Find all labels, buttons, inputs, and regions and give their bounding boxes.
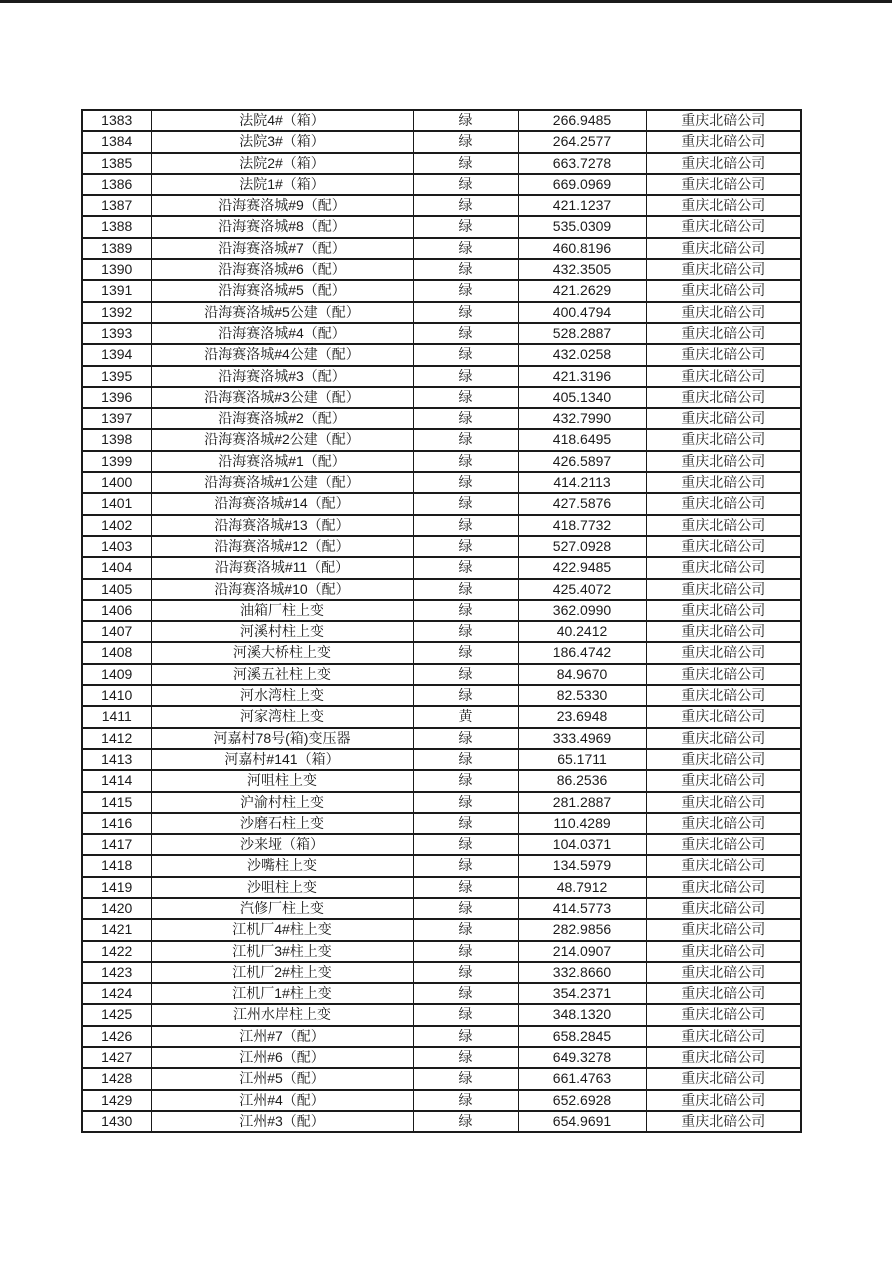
company-cell: 重庆北碚公司 — [646, 728, 801, 749]
serial-cell: 1425 — [82, 1004, 151, 1025]
name-cell: 江州#7（配） — [151, 1026, 413, 1047]
value-cell: 23.6948 — [518, 706, 646, 727]
name-cell: 河溪五社柱上变 — [151, 664, 413, 685]
serial-cell: 1421 — [82, 919, 151, 940]
status-cell: 绿 — [413, 728, 518, 749]
value-cell: 82.5330 — [518, 685, 646, 706]
serial-cell: 1406 — [82, 600, 151, 621]
name-cell: 沿海赛洛城#5公建（配） — [151, 302, 413, 323]
table-row — [82, 855, 801, 876]
table-row — [82, 749, 801, 770]
table-row — [82, 557, 801, 578]
status-cell: 绿 — [413, 813, 518, 834]
serial-cell: 1410 — [82, 685, 151, 706]
status-cell: 绿 — [413, 515, 518, 536]
serial-cell: 1398 — [82, 429, 151, 450]
company-cell: 重庆北碚公司 — [646, 557, 801, 578]
value-cell: 425.4072 — [518, 579, 646, 600]
serial-cell: 1417 — [82, 834, 151, 855]
value-cell: 421.3196 — [518, 366, 646, 387]
value-cell: 282.9856 — [518, 919, 646, 940]
value-cell: 535.0309 — [518, 216, 646, 237]
table-row — [82, 1068, 801, 1089]
name-cell: 沿海赛洛城#3公建（配） — [151, 387, 413, 408]
table-row — [82, 429, 801, 450]
name-cell: 沿海赛洛城#7（配） — [151, 238, 413, 259]
table-row — [82, 515, 801, 536]
name-cell: 沿海赛洛城#12（配） — [151, 536, 413, 557]
status-cell: 绿 — [413, 919, 518, 940]
status-cell: 黄 — [413, 706, 518, 727]
company-cell: 重庆北碚公司 — [646, 344, 801, 365]
value-cell: 528.2887 — [518, 323, 646, 344]
status-cell: 绿 — [413, 280, 518, 301]
status-cell: 绿 — [413, 344, 518, 365]
value-cell: 422.9485 — [518, 557, 646, 578]
name-cell: 法院4#（箱） — [151, 110, 413, 131]
status-cell: 绿 — [413, 408, 518, 429]
table-row — [82, 131, 801, 152]
status-cell: 绿 — [413, 1004, 518, 1025]
serial-cell: 1401 — [82, 493, 151, 514]
value-cell: 362.0990 — [518, 600, 646, 621]
table-row — [82, 642, 801, 663]
status-cell: 绿 — [413, 1047, 518, 1068]
serial-cell: 1422 — [82, 941, 151, 962]
value-cell: 348.1320 — [518, 1004, 646, 1025]
company-cell: 重庆北碚公司 — [646, 110, 801, 131]
table-row — [82, 366, 801, 387]
status-cell: 绿 — [413, 174, 518, 195]
serial-cell: 1426 — [82, 1026, 151, 1047]
name-cell: 沪渝村柱上变 — [151, 792, 413, 813]
table-body — [82, 110, 801, 1132]
serial-cell: 1409 — [82, 664, 151, 685]
value-cell: 418.7732 — [518, 515, 646, 536]
status-cell: 绿 — [413, 600, 518, 621]
status-cell: 绿 — [413, 366, 518, 387]
value-cell: 460.8196 — [518, 238, 646, 259]
company-cell: 重庆北碚公司 — [646, 1047, 801, 1068]
value-cell: 40.2412 — [518, 621, 646, 642]
value-cell: 432.3505 — [518, 259, 646, 280]
value-cell: 333.4969 — [518, 728, 646, 749]
status-cell: 绿 — [413, 642, 518, 663]
status-cell: 绿 — [413, 1090, 518, 1111]
table-row — [82, 792, 801, 813]
company-cell: 重庆北碚公司 — [646, 429, 801, 450]
value-cell: 65.1711 — [518, 749, 646, 770]
table-row — [82, 174, 801, 195]
table-row — [82, 685, 801, 706]
table-row — [82, 1090, 801, 1111]
table-row — [82, 877, 801, 898]
table-row — [82, 153, 801, 174]
name-cell: 沿海赛洛城#11（配） — [151, 557, 413, 578]
table-row — [82, 216, 801, 237]
company-cell: 重庆北碚公司 — [646, 472, 801, 493]
serial-cell: 1415 — [82, 792, 151, 813]
company-cell: 重庆北碚公司 — [646, 642, 801, 663]
status-cell: 绿 — [413, 493, 518, 514]
serial-cell: 1388 — [82, 216, 151, 237]
company-cell: 重庆北碚公司 — [646, 685, 801, 706]
serial-cell: 1389 — [82, 238, 151, 259]
table-row — [82, 323, 801, 344]
company-cell: 重庆北碚公司 — [646, 387, 801, 408]
serial-cell: 1384 — [82, 131, 151, 152]
table-row — [82, 600, 801, 621]
status-cell: 绿 — [413, 451, 518, 472]
name-cell: 河溪村柱上变 — [151, 621, 413, 642]
name-cell: 汽修厂柱上变 — [151, 898, 413, 919]
table-row — [82, 1111, 801, 1132]
value-cell: 332.8660 — [518, 962, 646, 983]
name-cell: 河溪大桥柱上变 — [151, 642, 413, 663]
company-cell: 重庆北碚公司 — [646, 898, 801, 919]
name-cell: 沿海赛洛城#1（配） — [151, 451, 413, 472]
serial-cell: 1403 — [82, 536, 151, 557]
company-cell: 重庆北碚公司 — [646, 792, 801, 813]
serial-cell: 1416 — [82, 813, 151, 834]
serial-cell: 1390 — [82, 259, 151, 280]
company-cell: 重庆北碚公司 — [646, 174, 801, 195]
value-cell: 48.7912 — [518, 877, 646, 898]
name-cell: 河咀柱上变 — [151, 770, 413, 791]
table-row — [82, 813, 801, 834]
company-cell: 重庆北碚公司 — [646, 216, 801, 237]
name-cell: 沿海赛洛城#6（配） — [151, 259, 413, 280]
name-cell: 江州水岸柱上变 — [151, 1004, 413, 1025]
company-cell: 重庆北碚公司 — [646, 770, 801, 791]
table-row — [82, 962, 801, 983]
status-cell: 绿 — [413, 962, 518, 983]
serial-cell: 1428 — [82, 1068, 151, 1089]
value-cell: 421.1237 — [518, 195, 646, 216]
value-cell: 86.2536 — [518, 770, 646, 791]
status-cell: 绿 — [413, 153, 518, 174]
serial-cell: 1413 — [82, 749, 151, 770]
company-cell: 重庆北碚公司 — [646, 408, 801, 429]
table-row — [82, 1026, 801, 1047]
company-cell: 重庆北碚公司 — [646, 941, 801, 962]
value-cell: 432.7990 — [518, 408, 646, 429]
name-cell: 河嘉村78号(箱)变压器 — [151, 728, 413, 749]
name-cell: 河水湾柱上变 — [151, 685, 413, 706]
table-row — [82, 898, 801, 919]
company-cell: 重庆北碚公司 — [646, 813, 801, 834]
name-cell: 沿海赛洛城#3（配） — [151, 366, 413, 387]
value-cell: 663.7278 — [518, 153, 646, 174]
company-cell: 重庆北碚公司 — [646, 280, 801, 301]
status-cell: 绿 — [413, 664, 518, 685]
value-cell: 658.2845 — [518, 1026, 646, 1047]
value-cell: 186.4742 — [518, 642, 646, 663]
name-cell: 河嘉村#141（箱） — [151, 749, 413, 770]
serial-cell: 1412 — [82, 728, 151, 749]
status-cell: 绿 — [413, 472, 518, 493]
name-cell: 江机厂3#柱上变 — [151, 941, 413, 962]
value-cell: 421.2629 — [518, 280, 646, 301]
company-cell: 重庆北碚公司 — [646, 451, 801, 472]
company-cell: 重庆北碚公司 — [646, 515, 801, 536]
name-cell: 沿海赛洛城#5（配） — [151, 280, 413, 301]
status-cell: 绿 — [413, 834, 518, 855]
serial-cell: 1420 — [82, 898, 151, 919]
value-cell: 426.5897 — [518, 451, 646, 472]
company-cell: 重庆北碚公司 — [646, 621, 801, 642]
serial-cell: 1386 — [82, 174, 151, 195]
page-top-rule — [0, 0, 892, 3]
table-row — [82, 1004, 801, 1025]
serial-cell: 1396 — [82, 387, 151, 408]
serial-cell: 1430 — [82, 1111, 151, 1132]
status-cell: 绿 — [413, 302, 518, 323]
serial-cell: 1383 — [82, 110, 151, 131]
value-cell: 432.0258 — [518, 344, 646, 365]
serial-cell: 1387 — [82, 195, 151, 216]
serial-cell: 1393 — [82, 323, 151, 344]
serial-cell: 1402 — [82, 515, 151, 536]
value-cell: 654.9691 — [518, 1111, 646, 1132]
name-cell: 江州#6（配） — [151, 1047, 413, 1068]
serial-cell: 1424 — [82, 983, 151, 1004]
status-cell: 绿 — [413, 238, 518, 259]
company-cell: 重庆北碚公司 — [646, 323, 801, 344]
company-cell: 重庆北碚公司 — [646, 536, 801, 557]
company-cell: 重庆北碚公司 — [646, 834, 801, 855]
table-row — [82, 941, 801, 962]
name-cell: 沙磨石柱上变 — [151, 813, 413, 834]
status-cell: 绿 — [413, 941, 518, 962]
company-cell: 重庆北碚公司 — [646, 749, 801, 770]
table-row — [82, 302, 801, 323]
status-cell: 绿 — [413, 195, 518, 216]
company-cell: 重庆北碚公司 — [646, 983, 801, 1004]
name-cell: 沙来垭（箱） — [151, 834, 413, 855]
status-cell: 绿 — [413, 536, 518, 557]
company-cell: 重庆北碚公司 — [646, 855, 801, 876]
value-cell: 84.9670 — [518, 664, 646, 685]
table-row — [82, 408, 801, 429]
name-cell: 沿海赛洛城#2公建（配） — [151, 429, 413, 450]
company-cell: 重庆北碚公司 — [646, 153, 801, 174]
value-cell: 661.4763 — [518, 1068, 646, 1089]
company-cell: 重庆北碚公司 — [646, 131, 801, 152]
name-cell: 沙嘴柱上变 — [151, 855, 413, 876]
serial-cell: 1400 — [82, 472, 151, 493]
company-cell: 重庆北碚公司 — [646, 706, 801, 727]
value-cell: 527.0928 — [518, 536, 646, 557]
name-cell: 沿海赛洛城#1公建（配） — [151, 472, 413, 493]
name-cell: 法院3#（箱） — [151, 131, 413, 152]
status-cell: 绿 — [413, 259, 518, 280]
status-cell: 绿 — [413, 749, 518, 770]
table-row — [82, 983, 801, 1004]
company-cell: 重庆北碚公司 — [646, 366, 801, 387]
status-cell: 绿 — [413, 983, 518, 1004]
value-cell: 400.4794 — [518, 302, 646, 323]
name-cell: 法院2#（箱） — [151, 153, 413, 174]
table-row — [82, 706, 801, 727]
table-row — [82, 344, 801, 365]
table-row — [82, 579, 801, 600]
company-cell: 重庆北碚公司 — [646, 1004, 801, 1025]
serial-cell: 1404 — [82, 557, 151, 578]
table-row — [82, 259, 801, 280]
status-cell: 绿 — [413, 770, 518, 791]
status-cell: 绿 — [413, 1026, 518, 1047]
table-row — [82, 621, 801, 642]
status-cell: 绿 — [413, 898, 518, 919]
value-cell: 104.0371 — [518, 834, 646, 855]
name-cell: 沿海赛洛城#14（配） — [151, 493, 413, 514]
company-cell: 重庆北碚公司 — [646, 579, 801, 600]
company-cell: 重庆北碚公司 — [646, 600, 801, 621]
name-cell: 沿海赛洛城#2（配） — [151, 408, 413, 429]
table-row — [82, 451, 801, 472]
company-cell: 重庆北碚公司 — [646, 302, 801, 323]
serial-cell: 1427 — [82, 1047, 151, 1068]
table-row — [82, 834, 801, 855]
serial-cell: 1423 — [82, 962, 151, 983]
status-cell: 绿 — [413, 1111, 518, 1132]
status-cell: 绿 — [413, 621, 518, 642]
table-row — [82, 195, 801, 216]
table-row — [82, 387, 801, 408]
status-cell: 绿 — [413, 557, 518, 578]
table-row — [82, 280, 801, 301]
table-row — [82, 110, 801, 131]
name-cell: 江机厂4#柱上变 — [151, 919, 413, 940]
company-cell: 重庆北碚公司 — [646, 493, 801, 514]
company-cell: 重庆北碚公司 — [646, 664, 801, 685]
value-cell: 652.6928 — [518, 1090, 646, 1111]
status-cell: 绿 — [413, 429, 518, 450]
serial-cell: 1392 — [82, 302, 151, 323]
table-row — [82, 728, 801, 749]
value-cell: 110.4289 — [518, 813, 646, 834]
name-cell: 油箱厂柱上变 — [151, 600, 413, 621]
table-row — [82, 536, 801, 557]
name-cell: 沿海赛洛城#4（配） — [151, 323, 413, 344]
serial-cell: 1391 — [82, 280, 151, 301]
serial-cell: 1411 — [82, 706, 151, 727]
company-cell: 重庆北碚公司 — [646, 1026, 801, 1047]
table-row — [82, 664, 801, 685]
serial-cell: 1397 — [82, 408, 151, 429]
status-cell: 绿 — [413, 216, 518, 237]
name-cell: 江州#3（配） — [151, 1111, 413, 1132]
serial-cell: 1407 — [82, 621, 151, 642]
name-cell: 沿海赛洛城#9（配） — [151, 195, 413, 216]
serial-cell: 1395 — [82, 366, 151, 387]
company-cell: 重庆北碚公司 — [646, 1068, 801, 1089]
value-cell: 266.9485 — [518, 110, 646, 131]
transformer-status-table — [81, 109, 802, 1133]
table-row — [82, 1047, 801, 1068]
status-cell: 绿 — [413, 323, 518, 344]
name-cell: 沙咀柱上变 — [151, 877, 413, 898]
serial-cell: 1405 — [82, 579, 151, 600]
name-cell: 江州#5（配） — [151, 1068, 413, 1089]
status-cell: 绿 — [413, 855, 518, 876]
value-cell: 405.1340 — [518, 387, 646, 408]
value-cell: 414.2113 — [518, 472, 646, 493]
value-cell: 414.5773 — [518, 898, 646, 919]
serial-cell: 1399 — [82, 451, 151, 472]
company-cell: 重庆北碚公司 — [646, 238, 801, 259]
value-cell: 649.3278 — [518, 1047, 646, 1068]
company-cell: 重庆北碚公司 — [646, 259, 801, 280]
name-cell: 沿海赛洛城#13（配） — [151, 515, 413, 536]
table-row — [82, 493, 801, 514]
value-cell: 418.6495 — [518, 429, 646, 450]
status-cell: 绿 — [413, 685, 518, 706]
value-cell: 354.2371 — [518, 983, 646, 1004]
value-cell: 427.5876 — [518, 493, 646, 514]
serial-cell: 1418 — [82, 855, 151, 876]
value-cell: 669.0969 — [518, 174, 646, 195]
name-cell: 江州#4（配） — [151, 1090, 413, 1111]
name-cell: 河家湾柱上变 — [151, 706, 413, 727]
table-row — [82, 770, 801, 791]
table-row — [82, 472, 801, 493]
serial-cell: 1394 — [82, 344, 151, 365]
company-cell: 重庆北碚公司 — [646, 962, 801, 983]
table-row — [82, 919, 801, 940]
table-row — [82, 238, 801, 259]
status-cell: 绿 — [413, 387, 518, 408]
serial-cell: 1419 — [82, 877, 151, 898]
company-cell: 重庆北碚公司 — [646, 919, 801, 940]
company-cell: 重庆北碚公司 — [646, 195, 801, 216]
status-cell: 绿 — [413, 877, 518, 898]
status-cell: 绿 — [413, 131, 518, 152]
serial-cell: 1385 — [82, 153, 151, 174]
serial-cell: 1414 — [82, 770, 151, 791]
name-cell: 江机厂2#柱上变 — [151, 962, 413, 983]
company-cell: 重庆北碚公司 — [646, 1090, 801, 1111]
name-cell: 法院1#（箱） — [151, 174, 413, 195]
serial-cell: 1408 — [82, 642, 151, 663]
name-cell: 沿海赛洛城#4公建（配） — [151, 344, 413, 365]
value-cell: 264.2577 — [518, 131, 646, 152]
status-cell: 绿 — [413, 110, 518, 131]
status-cell: 绿 — [413, 579, 518, 600]
name-cell: 江机厂1#柱上变 — [151, 983, 413, 1004]
name-cell: 沿海赛洛城#8（配） — [151, 216, 413, 237]
status-cell: 绿 — [413, 792, 518, 813]
status-cell: 绿 — [413, 1068, 518, 1089]
value-cell: 281.2887 — [518, 792, 646, 813]
name-cell: 沿海赛洛城#10（配） — [151, 579, 413, 600]
value-cell: 214.0907 — [518, 941, 646, 962]
company-cell: 重庆北碚公司 — [646, 1111, 801, 1132]
value-cell: 134.5979 — [518, 855, 646, 876]
serial-cell: 1429 — [82, 1090, 151, 1111]
company-cell: 重庆北碚公司 — [646, 877, 801, 898]
